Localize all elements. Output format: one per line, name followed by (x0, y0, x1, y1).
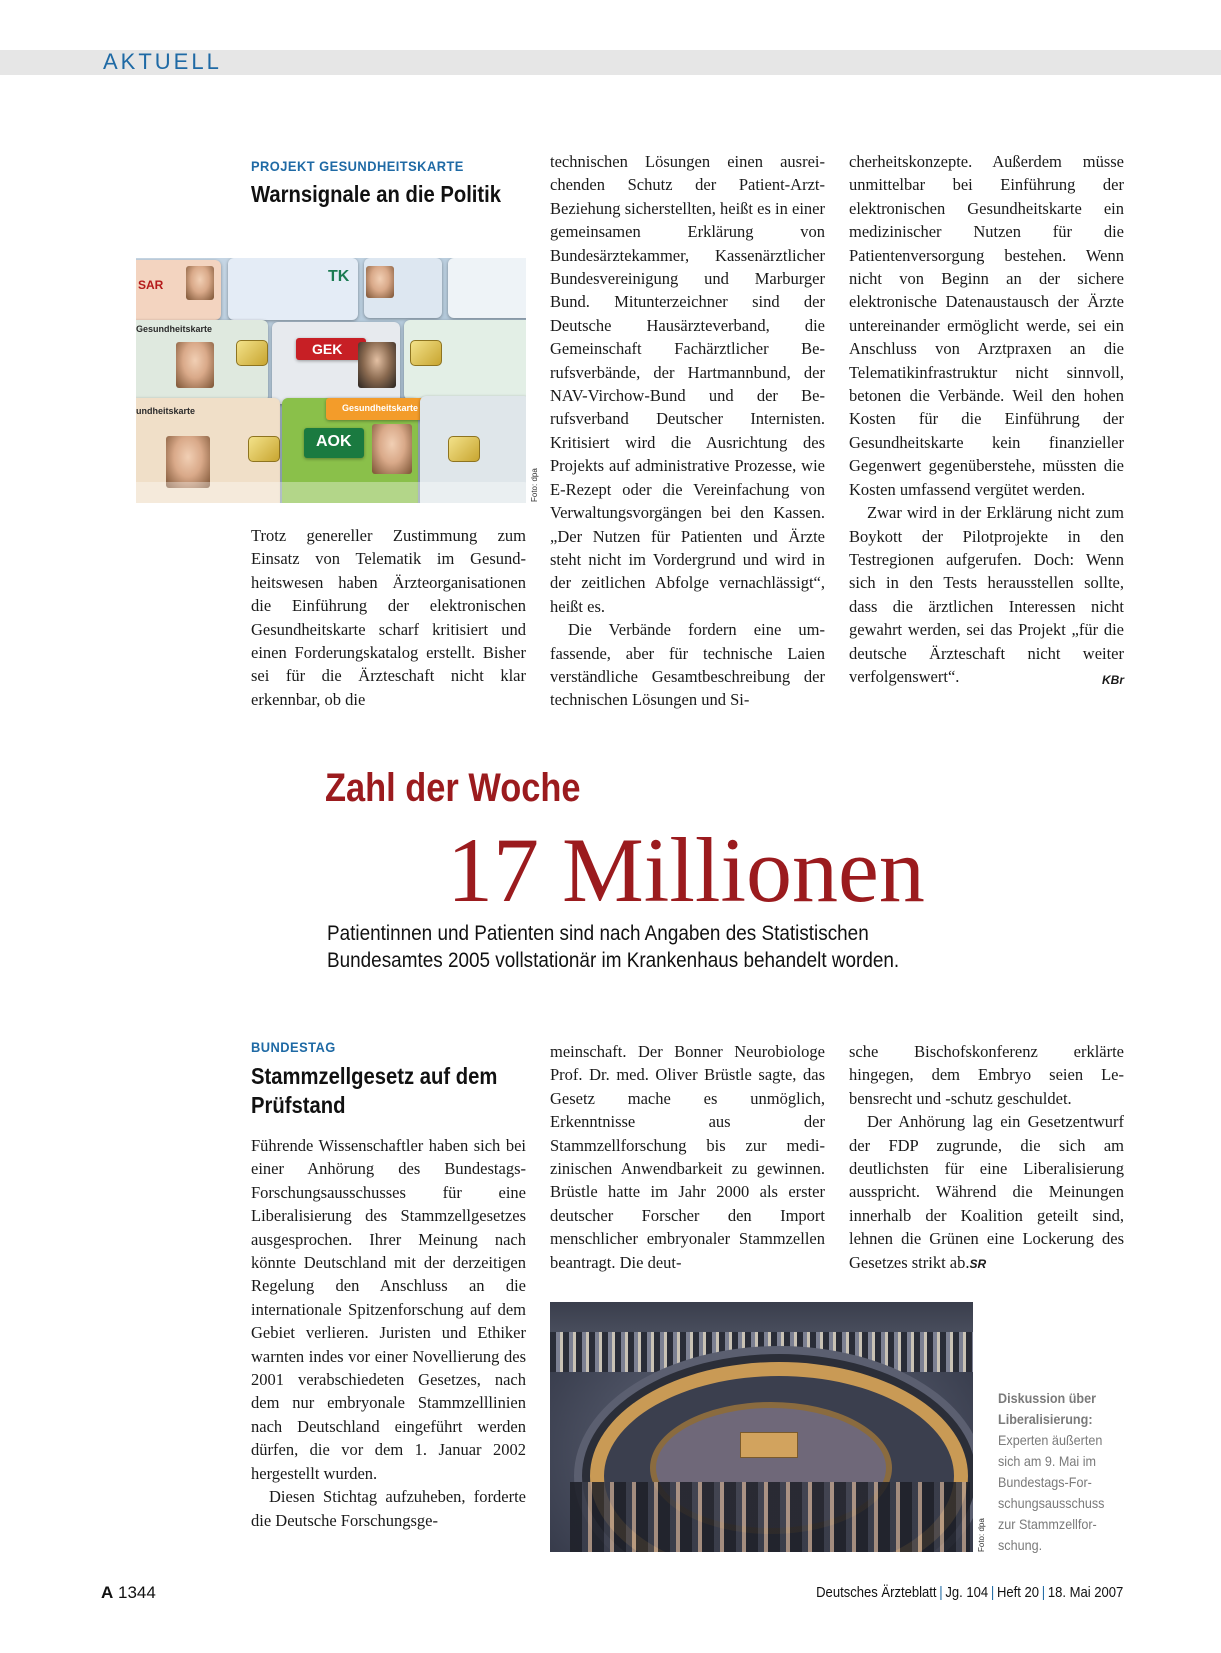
article1-col2-paragraph: Die Verbände fordern eine umfassende, aber für technische Laien verständliche Gesamtbeschreibung der technischen Lösungen und Si- (550, 620, 825, 710)
tk-logo: TK (328, 268, 350, 285)
article2-col3-paragraph: Der Anhörung lag ein Gesetzentwurf der FDP zugrunde, die sich am deutlichsten für eine Liberalisierung ausspricht. Während die Meinungen innerhalb der Koalition geteilt sind, lehnen die Grünen eine Lockerung des Gesetzes strikt ab.SR (849, 1112, 1124, 1272)
page-number: A 1344 (101, 1583, 156, 1602)
caption-text: Experten äußerten sich am 9. Mai im Bundestags-Forschungsausschuss zur Stammzellforschung. (998, 1432, 1105, 1553)
caption-lead: Diskussion über Liberalisierung: (998, 1390, 1097, 1427)
photo-caption (998, 1388, 1115, 1556)
article2-col2-paragraph: meinschaft. Der Bonner Neurobiologe Prof. Dr. med. Oliver Brüstle sagte, das Gesetz mache es unmöglich, Erkenntnisse aus der Stammzellforschung bis zur medizinischen Anwendbarkeit zu gewinnen. Brüstle hatte im Jahr 2000 als erster deutscher Forscher den Import menschlicher embryonaler Stammzellen beantragt. Die deut- (550, 1042, 825, 1272)
article1-col3-paragraph: cherheitskonzepte. Außerdem müsse unmittelbar bei Einführung der elektronischen Gesundheitskarte ein medizinischer Nutzen für die Patientenversorgung bestehen. Wenn nicht von Beginn an der sichere elektronische Datenaustausch der Ärzte untereinander ermöglicht werde, sei ein Anschluss von Arztpraxen an die Telematikinfrastruktur nicht sinnvoll, betonen die Verbände. Weil den hohen Kosten für die Einführung der Gesundheitskarte kein finanzieller Gegenwert gegenüberstehe, müssten die Kosten umfassend vergütet werden. (849, 152, 1124, 499)
article2-col1-paragraph: Diesen Stichtag aufzuheben, forderte die Deutsche Forschungsge- (251, 1487, 526, 1530)
article1-column-1 (251, 524, 526, 711)
article1-headline: Warnsignale an die Politik (251, 181, 502, 207)
article2-col1-paragraph: Führende Wissenschaftler haben sich bei einer Anhörung des Bundestags-Forschungsausschusses für eine Liberalisierung des Stammzellgesetzes ausgesprochen. Ihrer Meinung nach könnte Deutschland mit der derzeitigen Regelung den Anschluss an die internationale Spitzenforschung auf dem Gebiet verlieren. Juristen und Ethiker warnten indes vor einer Novellierung des 2001 verabschiedeten Gesetzes, nach dem nur embryonale Stammzelllinien nach Deutschland eingeführt werden dürfen, die vor dem 1. Januar 2002 hergestellt wurden. (251, 1136, 526, 1483)
article1-col2-paragraph: technischen Lösungen einen ausreichenden Schutz der Patient-Arzt-Beziehung sicherstellten, heißt es in einer gemeinsamen Erklärung von Bundesärztekammer, Kassenärztlicher Bundesvereinigung und Marburger Bund. Mitunterzeichner sind der Deutsche Hausärzteverband, die Gemeinschaft Fachärztlicher Berufsverbände, der Hartmannbund, der NAV-Virchow-Bund und der Berufsverband Deutscher Internisten. Kritisiert wird die Ausrichtung des Projekts auf administrative Prozesse, wie E-Rezept oder die Vereinfachung von Verwaltungsvorgängen bei den Kassen. „Der Nutzen für Patienten und Ärzte steht nicht im Vordergrund und wird in der zeitlichen Abfolge vernachlässigt“, heißt es. (550, 152, 825, 616)
card-label-1: Gesundheitskarte (136, 324, 213, 334)
section-label: AKTUELL (103, 49, 222, 74)
article1-column-3 (849, 150, 1124, 692)
article2-photo-credit: Foto: dpa (977, 1518, 986, 1552)
number-of-week-text: Patientinnen und Patienten sind nach Angaben des Statistischen Bundesamtes 2005 vollstationär im Krankenhaus behandelt worden. (327, 921, 900, 972)
journal-date: 18. Mai 2007 (1047, 1585, 1123, 1601)
number-of-week-title: Zahl der Woche (325, 766, 581, 810)
article1-photo-health-cards: SAR TK Gesundheitskarte GEK undheitskarte AOK Gesundheitskarte (136, 258, 526, 503)
journal-issue-info: Deutsches Ärzteblatt | Jg. 104 | Heft 20 | 18. Mai 2007 (815, 1585, 1123, 1601)
article1-column-2 (550, 150, 825, 712)
article2-signature: SR (969, 1256, 987, 1271)
journal-name: Deutsches Ärzteblatt (815, 1585, 937, 1601)
article1-signature: KBr (1101, 672, 1124, 687)
article2-col3-paragraph: sche Bischofskonferenz erklärte hingegen, dem Embryo seien Lebensrecht und -schutz geschuldet. (849, 1042, 1124, 1108)
article1-photo-credit: Foto: dpa (530, 468, 539, 502)
card-label-2: Gesundheitskarte (342, 403, 419, 413)
article2-column-1 (251, 1134, 526, 1532)
gek-logo: GEK (312, 341, 343, 357)
article2-kicker: BUNDESTAG (251, 1039, 336, 1055)
article1-col3-paragraph: Zwar wird in der Erklärung nicht zum Boykott der Pilotprojekte in den Testregionen aufgerufen. Doch: Wenn sich in den Tests herausstellen sollte, dass die ärztlichen Interessen nicht gewahrt werden, sei das Projekt „für die deutsche Ärzteschaft nicht weiter verfolgenswert“. KBr (849, 501, 1124, 688)
aok-logo: AOK (316, 433, 352, 450)
journal-issue: Heft 20 (996, 1585, 1039, 1601)
article2-column-2 (550, 1040, 825, 1274)
article1-col1-paragraph: Trotz genereller Zustimmung zum Einsatz von Telematik im Gesundheitswesen haben Ärzteorganisationen die Einführung der elektronischen Gesundheitskarte scharf kritisiert und einen Forderungskatalog erstellt. Bisher sei für die Ärzteschaft nicht klar erkennbar, ob die (251, 526, 526, 709)
article1-kicker: PROJEKT GESUNDHEITSKARTE (251, 158, 464, 174)
number-of-week-value: 17 Millionen (447, 819, 925, 921)
article2-photo-committee-meeting (550, 1302, 973, 1552)
article2-headline: Stammzellgesetz auf dem Prüfstand (251, 1063, 498, 1118)
journal-volume: Jg. 104 (945, 1585, 988, 1601)
article2-column-3 (849, 1040, 1124, 1276)
